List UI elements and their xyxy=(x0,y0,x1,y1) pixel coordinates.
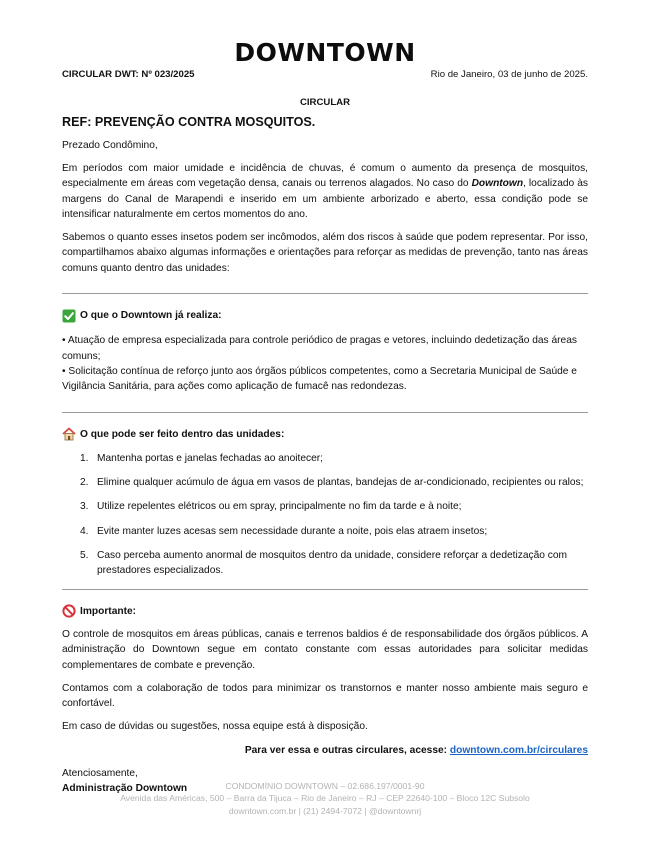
prohibited-icon xyxy=(62,604,76,618)
list-item xyxy=(62,475,588,490)
section-important-title xyxy=(62,604,588,619)
footer-contact: downtown.com.br | (21) 2494-7072 | @downtownrj xyxy=(228,805,422,816)
footer xyxy=(0,780,650,817)
circulars-cta xyxy=(62,743,588,758)
important-paragraph-3: Em caso de dúvidas ou sugestões, nossa equipe está à disposição. xyxy=(62,721,368,733)
item-text: Utilize repelentes elétricos ou em spray, principalmente no fim da tarde e à noite; xyxy=(97,501,462,513)
house-icon xyxy=(62,427,76,441)
closing: Atenciosamente, xyxy=(62,767,138,779)
circular-date: Rio de Janeiro, 03 de junho de 2025. xyxy=(430,69,588,80)
section-important-label: Importante: xyxy=(80,605,137,617)
intro-p1-text: Em períodos com maior umidade e incidência de chuvas, é comum o aumento da presença de mosquitos, especialmente em áreas com vegetação densa, canais ou terrenos alagados. No caso do xyxy=(62,162,588,190)
logo-text: DOWNTOWN xyxy=(234,38,416,67)
circulars-link[interactable]: downtown.com.br/circulares xyxy=(449,744,588,756)
item-number: 2. xyxy=(80,477,89,489)
item-number: 5. xyxy=(80,550,89,562)
intro-paragraph-1 xyxy=(62,161,588,222)
section-already-done-title xyxy=(62,308,588,323)
item-text: Elimine qualquer acúmulo de água em vasos de plantas, bandejas de ar-condicionado, recipientes ou ralos; xyxy=(97,477,584,489)
list-item xyxy=(62,548,588,579)
units-guidelines-list xyxy=(62,451,588,579)
reference-title: REF: PREVENÇÃO CONTRA MOSQUITOS. xyxy=(62,114,316,129)
list-item: • Atuação de empresa especializada para controle periódico de pragas e vetores, incluindo dedetização das áreas comuns; xyxy=(62,335,577,362)
circular-number: CIRCULAR DWT: Nº 023/2025 xyxy=(62,69,195,80)
list-item xyxy=(62,451,588,466)
list-item: • Solicitação contínua de reforço junto aos órgãos públicos competentes, como a Secretaria Municipal de Saúde e Vigilância Sanitária, para ações como aplicação de fumacê nas redondezas. xyxy=(62,365,577,393)
intro-p1-text-end: , localizado às margens do Canal de Marapendi e inserido em um ambiente arborizado e aberto, essa condição pode se intensificar naturalmente em certos momentos do ano. xyxy=(62,178,588,220)
item-text: Caso perceba aumento anormal de mosquitos dentro da unidade, considere reforçar a dedetização com prestadores especializados. xyxy=(97,550,568,577)
important-paragraph-2: Contamos com a colaboração de todos para minimizar os transtornos e manter nosso ambiente mais seguro e confortável. xyxy=(62,682,588,710)
item-text: Mantenha portas e janelas fechadas ao anoitecer; xyxy=(97,452,323,464)
section-units-label: O que pode ser feito dentro das unidades: xyxy=(80,428,285,440)
footer-company: CONDOMÍNIO DOWNTOWN – 02.686.197/0001-90 xyxy=(225,781,425,791)
signature-org: Administração Downtown xyxy=(62,783,188,795)
cta-text: Para ver essa e outras circulares, acesse: xyxy=(244,744,450,756)
item-text: Evite manter luzes acesas sem necessidade durante a noite, pois elas atraem insetos; xyxy=(97,525,488,537)
item-number: 4. xyxy=(80,525,89,537)
divider xyxy=(62,293,588,294)
item-number: 1. xyxy=(80,452,89,464)
logo xyxy=(62,0,588,66)
greeting: Prezado Condômino, xyxy=(62,139,158,151)
item-number: 3. xyxy=(80,501,89,513)
divider xyxy=(62,412,588,413)
doc-type: CIRCULAR xyxy=(299,97,351,109)
intro-p1-emphasis: Downtown xyxy=(471,178,524,190)
list-item xyxy=(62,499,588,514)
intro-paragraph-2: Sabemos o quanto esses insetos podem ser incômodos, além dos riscos à saúde que podem representar. Por isso, compartilhamos abaixo algumas informações e orientações para reforçar as medidas de prevenção, tanto nas áreas comuns quanto dentro das unidades: xyxy=(62,232,588,274)
important-paragraph-1: O controle de mosquitos em áreas públicas, canais e terrenos baldios é de responsabilidade dos órgãos públicos. A administração do Downtown segue em contato constante com essas autoridades para solicitar medidas complementares de combate e prevenção. xyxy=(62,628,588,671)
check-mark-icon xyxy=(62,309,76,323)
list-item xyxy=(62,524,588,539)
section-units-title xyxy=(62,427,588,442)
footer-address: Avenida das Américas, 500 – Barra da Tijuca – Rio de Janeiro – RJ – CEP 22640-100 – Bloco 12C Subsolo xyxy=(120,793,530,804)
divider xyxy=(62,589,588,590)
already-done-list xyxy=(62,333,588,394)
section-already-done-label: O que o Downtown já realiza: xyxy=(80,310,222,322)
